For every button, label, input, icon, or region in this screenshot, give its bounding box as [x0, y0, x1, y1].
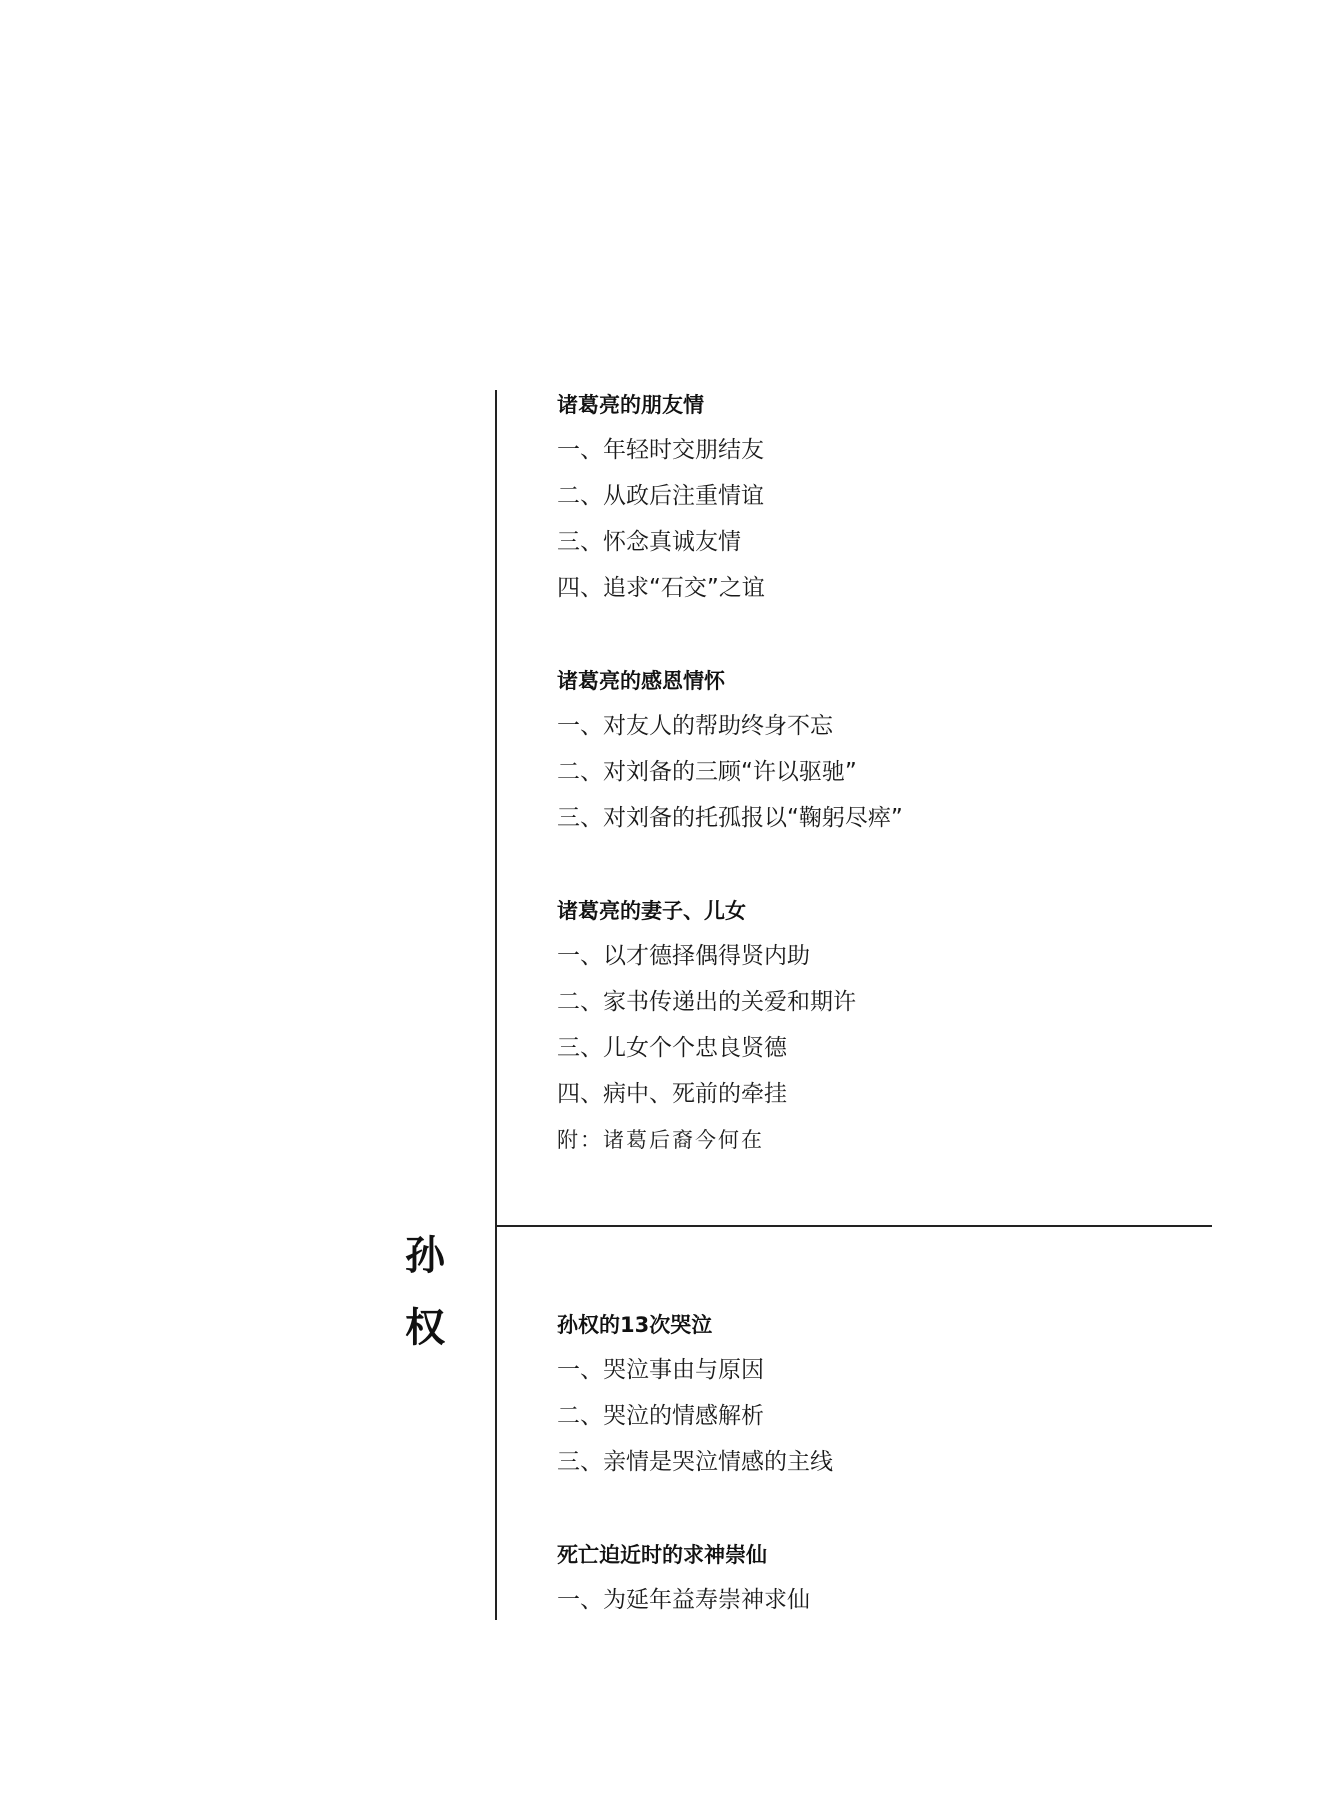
- toc-item: 三、儿女个个忠良贤德: [557, 1035, 787, 1061]
- toc-item: 三、对刘备的托孤报以“鞠躬尽瘁”: [557, 805, 903, 831]
- toc-appendix: 附：诸葛后裔今何在: [557, 1128, 764, 1152]
- toc-item: 二、对刘备的三顾“许以驱驰”: [557, 759, 857, 785]
- section-title: 诸葛亮的妻子、儿女: [557, 899, 746, 923]
- toc-item: 二、家书传递出的关爱和期许: [557, 989, 856, 1015]
- chapter-name-sun-quan: [400, 1220, 450, 1364]
- toc-section-friendship: [557, 393, 1217, 601]
- toc-item: 一、对友人的帮助终身不忘: [557, 713, 833, 739]
- toc-item: 二、从政后注重情谊: [557, 483, 764, 509]
- toc-item: 四、追求“石交”之谊: [557, 575, 765, 601]
- toc-section-immortality: [557, 1543, 1217, 1613]
- toc-item: 一、年轻时交朋结友: [557, 437, 764, 463]
- section-title: 诸葛亮的朋友情: [557, 393, 704, 417]
- section-title: 死亡迫近时的求神崇仙: [557, 1543, 767, 1567]
- toc-item: 一、以才德择偶得贤内助: [557, 943, 810, 969]
- toc-item: 三、亲情是哭泣情感的主线: [557, 1449, 833, 1475]
- toc-item: 一、哭泣事由与原因: [557, 1357, 764, 1383]
- toc-section-gratitude: [557, 669, 1217, 831]
- chapter-name-char: 权: [405, 1304, 445, 1351]
- chapter-name-char: 孙: [405, 1232, 445, 1279]
- vertical-divider: [495, 390, 497, 1620]
- toc-section-sun-quan-weeping: [557, 1313, 1217, 1475]
- toc-item: 三、怀念真诚友情: [557, 529, 741, 555]
- section-title: 孙权的13次哭泣: [557, 1313, 713, 1337]
- toc-item: 四、病中、死前的牵挂: [557, 1081, 787, 1107]
- toc-item: 二、哭泣的情感解析: [557, 1403, 764, 1429]
- toc-section-family: [557, 899, 1217, 1153]
- section-title: 诸葛亮的感恩情怀: [557, 669, 725, 693]
- horizontal-divider: [495, 1225, 1212, 1227]
- toc-item: 一、为延年益寿崇神求仙: [557, 1587, 810, 1613]
